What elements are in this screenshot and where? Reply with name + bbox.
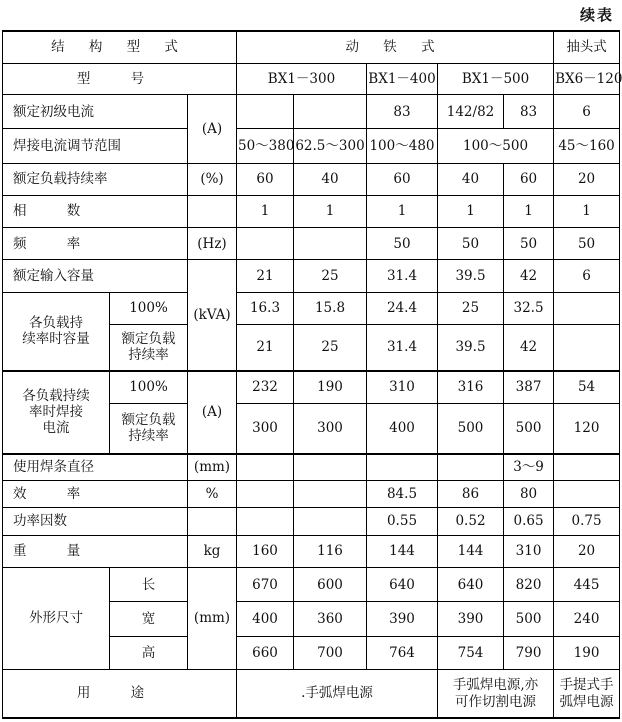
dynamic-iron-header: 动 铁 式	[237, 31, 554, 63]
value-cell: 39.5	[438, 260, 504, 292]
value-cell: 80	[504, 481, 554, 507]
group-label-line1: 各负载持续	[22, 388, 90, 405]
value-cell: 1	[367, 195, 438, 227]
value-cell: 32.5	[504, 292, 554, 324]
group-label	[3, 292, 110, 371]
sub-label-line2: 持续率	[128, 347, 169, 364]
usage-label: 用 途	[3, 670, 237, 719]
value-cell	[554, 481, 620, 507]
value-cell: 40	[438, 163, 504, 195]
value-cell	[237, 95, 294, 129]
value-cell: 45～160	[554, 129, 620, 163]
value-cell: 387	[504, 371, 554, 403]
value-cell: 25	[438, 292, 504, 324]
sub-label: 100%	[110, 371, 188, 403]
value-cell: 100～480	[367, 129, 438, 163]
value-cell: 50	[504, 228, 554, 260]
value-cell: 700	[294, 636, 367, 669]
value-cell	[237, 454, 294, 481]
model-row	[3, 63, 620, 94]
row-label: 额定初级电流	[3, 95, 188, 129]
value-cell: 1	[294, 195, 367, 227]
value-cell: 25	[294, 325, 367, 371]
group-label-line3: 电流	[42, 420, 70, 437]
sub-label: 长	[110, 568, 188, 602]
value-cell: 54	[554, 371, 620, 403]
usage-manual-arc: .手弧焊电源	[237, 670, 438, 719]
unit-cell: %	[188, 481, 237, 507]
value-cell: 300	[294, 403, 367, 453]
structure-type-row	[3, 31, 620, 63]
value-cell: 0.75	[554, 507, 620, 535]
value-cell: 42	[504, 260, 554, 292]
value-cell	[237, 228, 294, 260]
value-cell: 670	[237, 568, 294, 602]
value-cell: 400	[237, 602, 294, 636]
value-cell: 60	[367, 163, 438, 195]
usage-cutting	[438, 670, 554, 719]
row-label: 重 量	[3, 535, 188, 567]
value-cell	[554, 454, 620, 481]
value-cell: 50	[438, 228, 504, 260]
value-cell: 240	[554, 602, 620, 636]
efficiency-row	[3, 481, 620, 507]
value-cell: 310	[367, 371, 438, 403]
current-100-row	[3, 371, 620, 403]
value-cell: 400	[367, 403, 438, 453]
value-cell: 316	[438, 371, 504, 403]
value-cell	[294, 228, 367, 260]
model-bx1-300: BX1－300	[237, 63, 367, 94]
value-cell: 42	[504, 325, 554, 371]
usage-portable-line2: 弧焊电源	[559, 693, 614, 710]
sub-label-line2: 持续率	[128, 428, 169, 445]
value-cell: 0.65	[504, 507, 554, 535]
row-label: 相 数	[3, 195, 188, 227]
value-cell: 24.4	[367, 292, 438, 324]
value-cell: 390	[438, 602, 504, 636]
dimensions-label: 外形尺寸	[3, 568, 110, 670]
value-cell: 60	[504, 163, 554, 195]
row-label: 频 率	[3, 228, 188, 260]
usage-portable	[554, 670, 620, 719]
value-cell	[554, 325, 620, 371]
sub-label: 宽	[110, 602, 188, 636]
value-cell: 640	[438, 568, 504, 602]
value-cell: 764	[367, 636, 438, 669]
value-cell: 1	[554, 195, 620, 227]
model-bx6-120: BX6－120	[554, 63, 620, 94]
unit-cell: (mm)	[188, 454, 237, 481]
value-cell: 20	[554, 163, 620, 195]
value-cell: 83	[367, 95, 438, 129]
unit-cell	[188, 507, 237, 535]
phases-row	[3, 195, 620, 227]
value-cell	[294, 481, 367, 507]
unit-cell: (kVA)	[188, 260, 237, 371]
value-cell: 50～380	[237, 129, 294, 163]
value-cell: 116	[294, 535, 367, 567]
row-label: 效 率	[3, 481, 188, 507]
rated-input-capacity-row	[3, 260, 620, 292]
value-cell: 31.4	[367, 260, 438, 292]
value-cell: 360	[294, 602, 367, 636]
value-cell	[237, 507, 294, 535]
welder-spec-table	[2, 30, 620, 719]
model-label: 型 号	[3, 63, 237, 94]
value-cell: 20	[554, 535, 620, 567]
row-label: 焊接电流调节范围	[3, 129, 188, 163]
value-cell: 25	[294, 260, 367, 292]
unit-cell: (%)	[188, 163, 237, 195]
value-cell: 300	[237, 403, 294, 453]
structure-type-label: 结 构 型 式	[3, 31, 237, 63]
value-cell: 15.8	[294, 292, 367, 324]
capacity-100-row	[3, 292, 620, 324]
unit-cell	[188, 195, 237, 227]
value-cell: 21	[237, 325, 294, 371]
value-cell: 144	[367, 535, 438, 567]
value-cell: 820	[504, 568, 554, 602]
value-cell: 31.4	[367, 325, 438, 371]
value-cell: 754	[438, 636, 504, 669]
value-cell: 83	[504, 95, 554, 129]
continued-label: 续表	[579, 6, 614, 24]
value-cell: 500	[438, 403, 504, 453]
value-cell: 390	[367, 602, 438, 636]
sub-label	[110, 403, 188, 453]
row-label: 使用焊条直径	[3, 454, 188, 481]
model-bx1-500: BX1－500	[438, 63, 554, 94]
length-row	[3, 568, 620, 602]
model-bx1-400: BX1－400	[367, 63, 438, 94]
electrode-diameter-row	[3, 454, 620, 481]
value-cell: 50	[554, 228, 620, 260]
rated-primary-current-row	[3, 95, 620, 129]
usage-cutting-line2: 可作切割电源	[455, 693, 537, 710]
value-cell	[554, 292, 620, 324]
value-cell: 190	[294, 371, 367, 403]
value-cell: 790	[504, 636, 554, 669]
row-label: 功率因数	[3, 507, 188, 535]
row-label: 额定输入容量	[3, 260, 188, 292]
unit-cell: (mm)	[188, 568, 237, 670]
value-cell	[294, 507, 367, 535]
value-cell: 500	[504, 403, 554, 453]
value-cell: 100～500	[438, 129, 554, 163]
value-cell: 120	[554, 403, 620, 453]
value-cell: 160	[237, 535, 294, 567]
value-cell: 500	[504, 602, 554, 636]
value-cell: 6	[554, 260, 620, 292]
frequency-row	[3, 228, 620, 260]
value-cell: 3～9	[504, 454, 554, 481]
value-cell: 660	[237, 636, 294, 669]
value-cell: 640	[367, 568, 438, 602]
value-cell: 0.55	[367, 507, 438, 535]
value-cell	[294, 95, 367, 129]
sub-label	[110, 325, 188, 371]
value-cell: 40	[294, 163, 367, 195]
row-label: 额定负载持续率	[3, 163, 188, 195]
usage-portable-line1: 手提式手	[559, 677, 614, 694]
power-factor-row	[3, 507, 620, 535]
value-cell: 144	[438, 535, 504, 567]
value-cell: 142/82	[438, 95, 504, 129]
value-cell: 86	[438, 481, 504, 507]
value-cell	[294, 454, 367, 481]
value-cell: 190	[554, 636, 620, 669]
value-cell: 50	[367, 228, 438, 260]
value-cell: 39.5	[438, 325, 504, 371]
welding-current-range-row	[3, 129, 620, 163]
value-cell: 1	[438, 195, 504, 227]
rated-duty-cycle-row	[3, 163, 620, 195]
group-label-line2: 续率时容量	[22, 331, 90, 348]
value-cell: 16.3	[237, 292, 294, 324]
group-label-line2: 率时焊接	[29, 404, 83, 421]
sub-label-line1: 额定负载	[121, 412, 176, 428]
unit-cell: (A)	[188, 371, 237, 454]
usage-cutting-line1: 手弧焊电源,亦	[452, 677, 539, 694]
value-cell: 6	[554, 95, 620, 129]
sub-label-line1: 额定负载	[121, 331, 176, 348]
value-cell: 21	[237, 260, 294, 292]
value-cell: 0.52	[438, 507, 504, 535]
value-cell	[237, 481, 294, 507]
unit-cell: (A)	[188, 95, 237, 164]
value-cell: 1	[237, 195, 294, 227]
weight-row	[3, 535, 620, 567]
group-label	[3, 371, 110, 454]
value-cell: 232	[237, 371, 294, 403]
unit-cell: (Hz)	[188, 228, 237, 260]
value-cell: 84.5	[367, 481, 438, 507]
value-cell: 60	[237, 163, 294, 195]
value-cell: 445	[554, 568, 620, 602]
value-cell	[367, 454, 438, 481]
value-cell: 600	[294, 568, 367, 602]
tap-type-header: 抽头式	[554, 31, 620, 63]
value-cell	[438, 454, 504, 481]
sub-label: 高	[110, 636, 188, 669]
group-label-line1: 各负载持	[29, 315, 83, 332]
usage-row	[3, 670, 620, 719]
value-cell: 1	[504, 195, 554, 227]
value-cell: 310	[504, 535, 554, 567]
unit-cell: kg	[188, 535, 237, 567]
value-cell: 62.5～300	[294, 129, 367, 163]
sub-label: 100%	[110, 292, 188, 324]
